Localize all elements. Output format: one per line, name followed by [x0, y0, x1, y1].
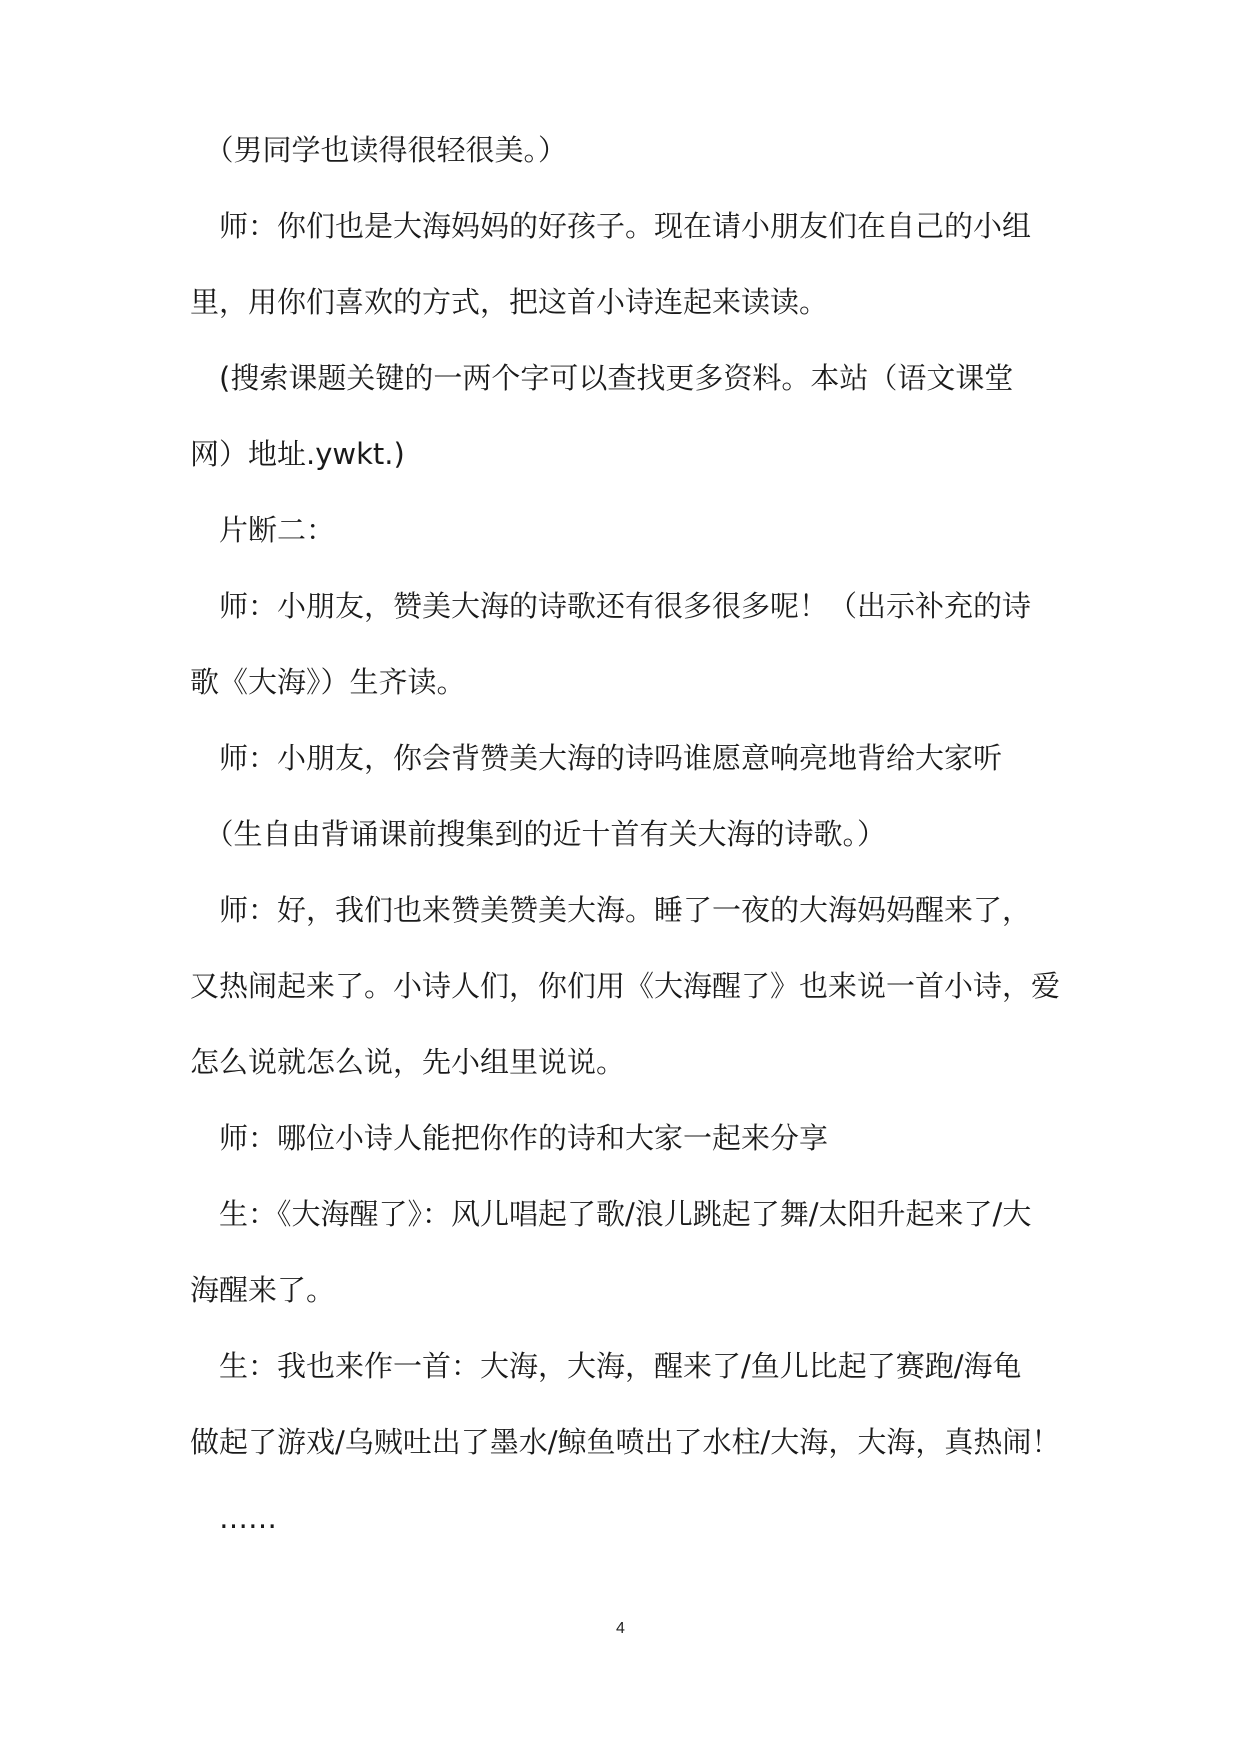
text-line: 生：《大海醒了》：风儿唱起了歌/浪儿跳起了舞/太阳升起来了/大 [190, 1197, 1032, 1231]
paragraph-teacher-recite [190, 720, 1060, 796]
text-line: 里，用你们喜欢的方式，把这首小诗连起来读读。 [190, 285, 829, 319]
section-heading-fragment-two [190, 492, 1060, 568]
text-line: (搜索课题关键的一两个字可以查找更多资料。本站（语文课堂 [190, 361, 1014, 395]
text-line: （男同学也读得很轻很美。） [190, 133, 568, 167]
paragraph-teacher-praise-sea [190, 872, 1060, 1100]
paragraph-students-recite [190, 796, 1060, 872]
paragraph-student-poem-one [190, 1176, 1060, 1328]
text-line: 怎么说就怎么说，先小组里说说。 [190, 1045, 626, 1079]
text-line: 师：好，我们也来赞美赞美大海。睡了一夜的大海妈妈醒来了， [190, 893, 1032, 927]
page-number: 4 [616, 1620, 625, 1637]
text-line: 做起了游戏/乌贼吐出了墨水/鲸鱼喷出了水柱/大海，大海，真热闹！ [190, 1425, 1061, 1459]
paragraph-site-note [190, 340, 1060, 492]
text-line: 网）地址.ywkt.) [190, 437, 405, 471]
text-line: 师：你们也是大海妈妈的好孩子。现在请小朋友们在自己的小组 [190, 209, 1032, 243]
text-line: 师：小朋友，赞美大海的诗歌还有很多很多呢！（出示补充的诗 [190, 589, 1032, 623]
text-line: 生：我也来作一首：大海，大海，醒来了/鱼儿比起了赛跑/海龟 [190, 1349, 1022, 1383]
text-line: 师：哪位小诗人能把你作的诗和大家一起来分享 [190, 1121, 829, 1155]
text-line: 歌《大海》）生齐读。 [190, 665, 466, 699]
text-line: 又热闹起来了。小诗人们，你们用《大海醒了》也来说一首小诗，爱 [190, 969, 1061, 1003]
text-line: （生自由背诵课前搜集到的近十首有关大海的诗歌。） [190, 817, 887, 851]
paragraph-teacher-good-children [190, 188, 1060, 340]
paragraph-boys-reading [190, 112, 1060, 188]
paragraph-ellipsis [190, 1480, 1060, 1556]
text-line: 师：小朋友，你会背赞美大海的诗吗谁愿意响亮地背给大家听 [190, 741, 1003, 775]
text-line: 海醒来了。 [190, 1273, 336, 1307]
paragraph-teacher-more-poems [190, 568, 1060, 720]
text-line: …… [190, 1501, 278, 1535]
paragraph-teacher-share [190, 1100, 1060, 1176]
text-line: 片断二： [190, 513, 336, 547]
paragraph-student-poem-two [190, 1328, 1060, 1480]
